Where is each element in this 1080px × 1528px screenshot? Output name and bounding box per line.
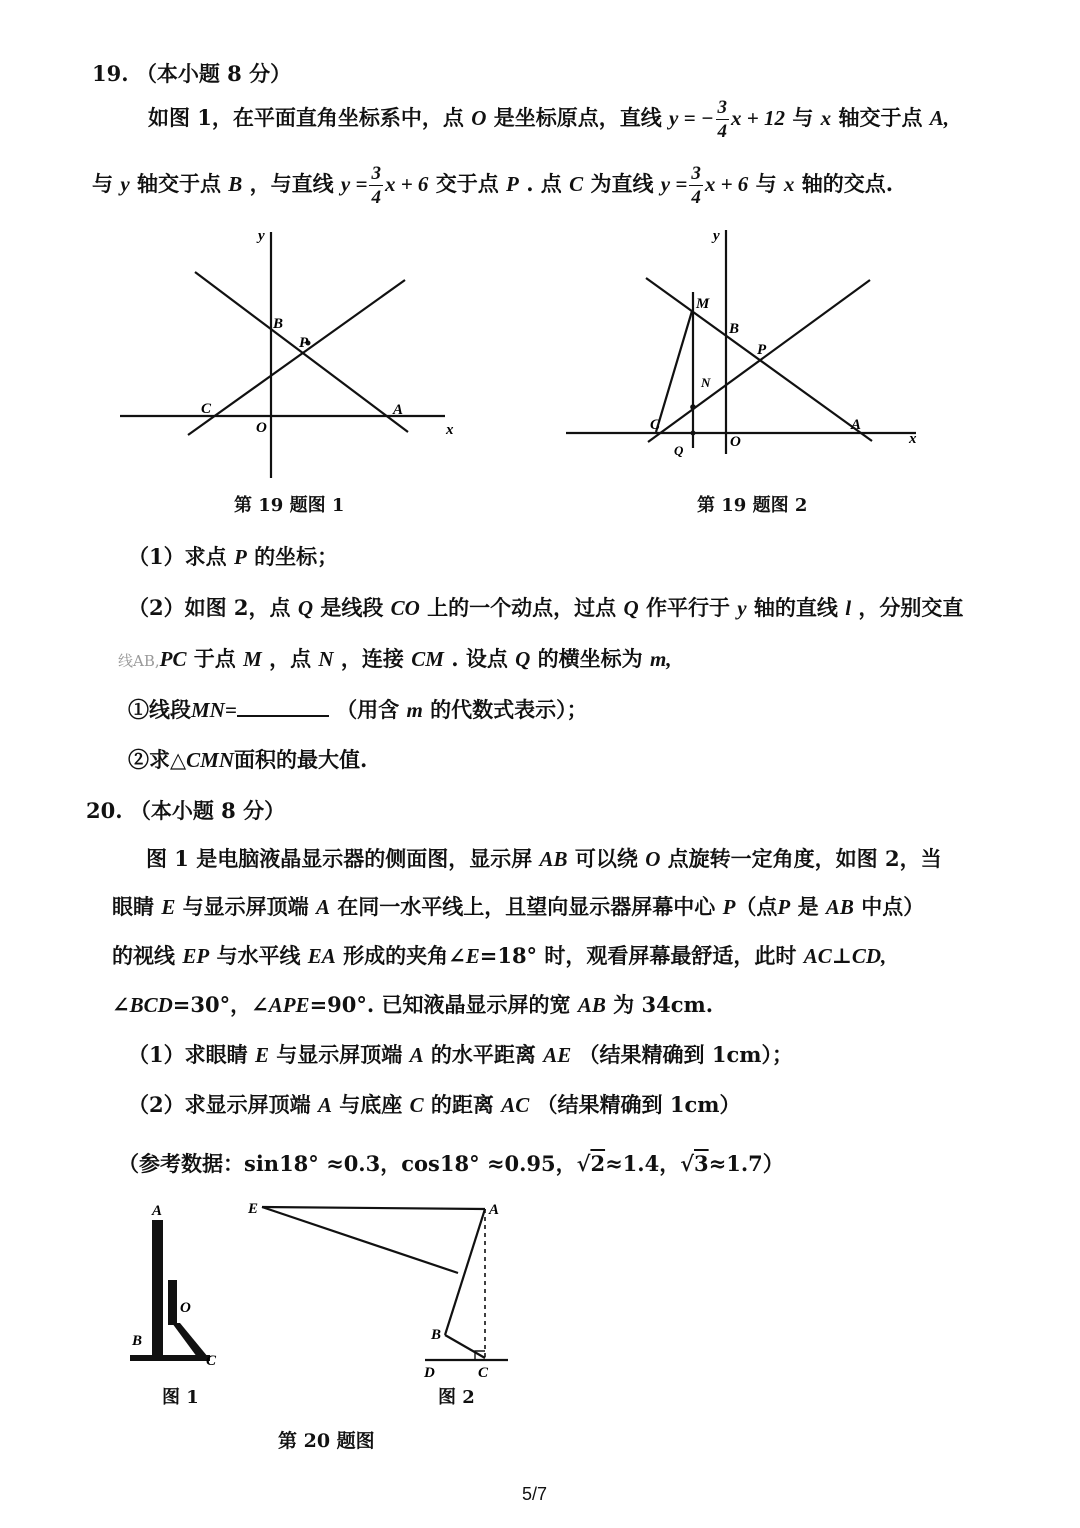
q19-intro-line1 <box>148 98 949 141</box>
text: . 设点 <box>451 646 508 671</box>
var: m <box>406 698 423 722</box>
text: 于点 <box>193 646 236 671</box>
label-e: E <box>248 1201 259 1217</box>
text: （参考数据：sin18° ≈0.3，cos18° ≈0.95，√ <box>118 1151 591 1176</box>
line-pc <box>188 280 405 435</box>
var: m, <box>649 647 672 671</box>
var: P <box>722 895 736 919</box>
denominator: 4 <box>717 121 728 142</box>
numerator: 3 <box>691 163 701 184</box>
label-x: x <box>909 431 917 447</box>
var: AE <box>543 1043 572 1067</box>
page-number: 5/7 <box>522 1484 548 1504</box>
text: 轴的直线 <box>753 595 838 620</box>
equation: x + 6 <box>704 172 749 196</box>
q20-part2 <box>128 1089 740 1119</box>
q20-number: 20. <box>86 798 123 823</box>
text: ，分别交直 <box>858 595 964 620</box>
var: Q <box>623 596 639 620</box>
text: 交于点 <box>435 171 499 196</box>
var: A <box>317 1093 332 1117</box>
text: 的水平距离 <box>430 1042 536 1067</box>
label-a: A <box>393 402 404 418</box>
label-m: M <box>696 296 710 312</box>
segment-ab <box>445 1209 485 1335</box>
var: E <box>161 895 176 919</box>
text: 形成的夹角∠ <box>343 943 466 968</box>
text: （结果精确到 1cm） <box>536 1092 741 1117</box>
text: 在同一水平线上，且望向显示器屏幕中心 <box>337 894 716 919</box>
radicand: 2 <box>590 1151 606 1176</box>
label-y: y <box>258 228 265 244</box>
var: O <box>471 106 487 130</box>
var: x <box>783 172 795 196</box>
faint-text: 线AB, <box>118 652 160 670</box>
q19-sub1 <box>128 694 588 724</box>
text: 与 <box>792 105 814 130</box>
var: APE <box>268 993 310 1017</box>
fraction <box>369 164 383 207</box>
text: ，点 <box>269 646 312 671</box>
q19-points: （本小题 8 分） <box>135 61 292 86</box>
label-a: A <box>152 1203 163 1219</box>
var: Q <box>515 647 531 671</box>
q20-para-line3 <box>112 940 886 970</box>
text: ≈1.4，√ <box>605 1151 694 1176</box>
segment-bc <box>445 1335 485 1358</box>
text: 是坐标原点，直线 <box>493 105 662 130</box>
label-c: C <box>206 1353 217 1369</box>
stand-arm <box>168 1280 177 1325</box>
var: EA <box>307 944 336 968</box>
text: （结果精确到 1cm）； <box>578 1042 793 1067</box>
label-b: B <box>273 316 284 332</box>
q19-heading <box>92 58 291 88</box>
text: 轴交于点 <box>136 171 221 196</box>
var: AC <box>501 1093 530 1117</box>
fraction <box>716 98 730 141</box>
radicand: 3 <box>694 1151 709 1176</box>
var: CO <box>390 596 420 620</box>
equation: y = <box>660 172 688 196</box>
point-n <box>690 404 696 410</box>
q20-figure-2 <box>240 1195 530 1380</box>
var: AB <box>539 847 568 871</box>
text: （用含 <box>336 697 400 722</box>
label-b: B <box>729 321 740 337</box>
var: N <box>318 647 334 671</box>
text: 的视线 <box>112 943 175 968</box>
var: A <box>409 1043 424 1067</box>
text: 轴的交点. <box>801 171 894 196</box>
var: CD, <box>851 944 887 968</box>
text: 上的一个动点，过点 <box>427 595 617 620</box>
text: （点 <box>735 894 778 919</box>
equation: x + 12 <box>731 106 786 130</box>
var: A, <box>929 106 950 130</box>
q20-reference-data <box>118 1148 784 1178</box>
text: 是 <box>797 894 819 919</box>
label-c: C <box>478 1365 489 1380</box>
text: ，与直线 <box>249 171 334 196</box>
text: 图 1 是电脑液晶显示器的侧面图，显示屏 <box>146 846 533 871</box>
label-q: Q <box>674 443 684 458</box>
q20-figure-caption: 第 20 题图 <box>278 1430 375 1452</box>
text: （2）求显示屏顶端 <box>128 1092 311 1117</box>
q20-para-line1 <box>146 843 942 873</box>
numerator: 3 <box>371 163 381 184</box>
text: 与显示屏顶端 <box>276 1042 403 1067</box>
var: E <box>254 1043 269 1067</box>
var: C <box>409 1093 424 1117</box>
q20-figure-1-caption: 图 1 <box>162 1387 199 1408</box>
text: 与显示屏顶端 <box>182 894 309 919</box>
var: P <box>506 172 519 196</box>
q19-number: 19. <box>92 61 129 86</box>
text: 是线段 <box>320 595 384 620</box>
q20-para-line4 <box>112 989 713 1019</box>
var: C <box>569 172 584 196</box>
var: M <box>243 647 262 671</box>
text: =18° 时，观看屏幕最舒适，此时 <box>479 943 797 968</box>
segment-ep <box>262 1207 458 1273</box>
var: CM <box>411 647 444 671</box>
q20-part1 <box>128 1039 793 1069</box>
q19-part1 <box>128 541 338 571</box>
equation: x + 6 <box>384 172 429 196</box>
label-a: A <box>489 1202 500 1218</box>
text: （2）如图 2，点 <box>128 595 291 620</box>
text: 点旋转一定角度，如图 2，当 <box>667 846 942 871</box>
q20-figure-2-caption: 图 2 <box>438 1387 475 1408</box>
var: Q <box>297 596 314 620</box>
text: 为直线 <box>590 171 654 196</box>
label-o: O <box>180 1300 191 1316</box>
q20-heading <box>86 795 285 825</box>
label-x: x <box>446 422 454 438</box>
var: AC <box>803 944 832 968</box>
var: BCD <box>129 993 173 1017</box>
var: O <box>645 847 661 871</box>
text: 可以绕 <box>574 846 638 871</box>
label-b: B <box>132 1333 143 1349</box>
denominator: 4 <box>691 187 701 208</box>
label-p: P <box>757 342 767 358</box>
text: 轴交于点 <box>838 105 923 130</box>
text: 与 <box>755 171 777 196</box>
label-b: B <box>431 1327 442 1343</box>
text: ⊥ <box>831 943 852 968</box>
q20-points: （本小题 8 分） <box>129 798 286 823</box>
q19-figure-1-caption: 第 19 题图 1 <box>234 495 345 516</box>
var: EP <box>182 944 210 968</box>
text: 作平行于 <box>645 595 730 620</box>
segment-ea <box>262 1207 485 1209</box>
text: ①线段 <box>128 697 191 722</box>
var: AB <box>577 993 606 1017</box>
equation: y = <box>340 172 368 196</box>
text: =90°. 已知液晶显示屏的宽 <box>309 992 571 1017</box>
var: l <box>845 596 852 620</box>
label-y: y <box>713 228 720 244</box>
label-d: D <box>424 1365 435 1380</box>
var: x <box>820 106 832 130</box>
text: 与 <box>92 171 113 196</box>
q19-figure-2-caption: 第 19 题图 2 <box>697 495 808 516</box>
text: ≈1.7） <box>708 1151 784 1176</box>
text: . 点 <box>526 171 562 196</box>
var: MN= <box>191 698 237 722</box>
label-n: N <box>701 375 711 390</box>
q19-sub2 <box>128 744 367 774</box>
text: 的代数式表示）； <box>430 697 588 722</box>
text: （1）求点 <box>128 544 227 569</box>
var: AB <box>825 895 854 919</box>
var: P <box>233 545 247 569</box>
text: =30°，∠ <box>172 992 269 1017</box>
label-c: C <box>650 417 661 433</box>
point-q <box>691 431 696 436</box>
q19-figure-2 <box>560 222 930 462</box>
text: （1）求眼睛 <box>128 1042 248 1067</box>
var: P <box>777 895 791 919</box>
text: 与底座 <box>339 1092 403 1117</box>
q19-figure-1 <box>110 220 470 485</box>
var: A <box>315 895 330 919</box>
text: 眼睛 <box>112 894 154 919</box>
fraction <box>689 164 703 207</box>
denominator: 4 <box>371 187 381 208</box>
answer-blank[interactable] <box>237 697 329 717</box>
var: y <box>737 596 747 620</box>
text: 如图 1，在平面直角坐标系中，点 <box>148 105 464 130</box>
text: ，连接 <box>340 646 404 671</box>
label-c: C <box>201 401 212 417</box>
label-p: P <box>299 335 309 351</box>
text: 的距离 <box>430 1092 494 1117</box>
numerator: 3 <box>717 97 728 118</box>
q20-figure-1 <box>120 1195 240 1375</box>
q19-part2-line2 <box>118 643 672 673</box>
var: B <box>228 172 243 196</box>
var: E <box>465 944 480 968</box>
base <box>130 1355 210 1361</box>
equation: y = − <box>669 106 714 130</box>
text: 面积的最大值. <box>234 747 368 772</box>
text: 的横坐标为 <box>537 646 643 671</box>
q19-part2-line1 <box>128 592 963 622</box>
var: y <box>120 172 130 196</box>
q19-intro-line2 <box>92 164 893 207</box>
text: ②求△ <box>128 747 187 772</box>
var: PC <box>159 647 187 671</box>
var: CMN <box>186 748 235 772</box>
q20-para-line2 <box>112 891 924 921</box>
screen-panel <box>152 1220 163 1358</box>
label-o: O <box>256 420 267 436</box>
text: 为 34cm. <box>613 992 714 1017</box>
label-a: A <box>851 417 862 433</box>
text: 中点） <box>861 894 925 919</box>
label-o: O <box>730 434 741 450</box>
text: 的坐标； <box>254 544 339 569</box>
text: ∠ <box>112 992 130 1017</box>
text: 与水平线 <box>216 943 301 968</box>
